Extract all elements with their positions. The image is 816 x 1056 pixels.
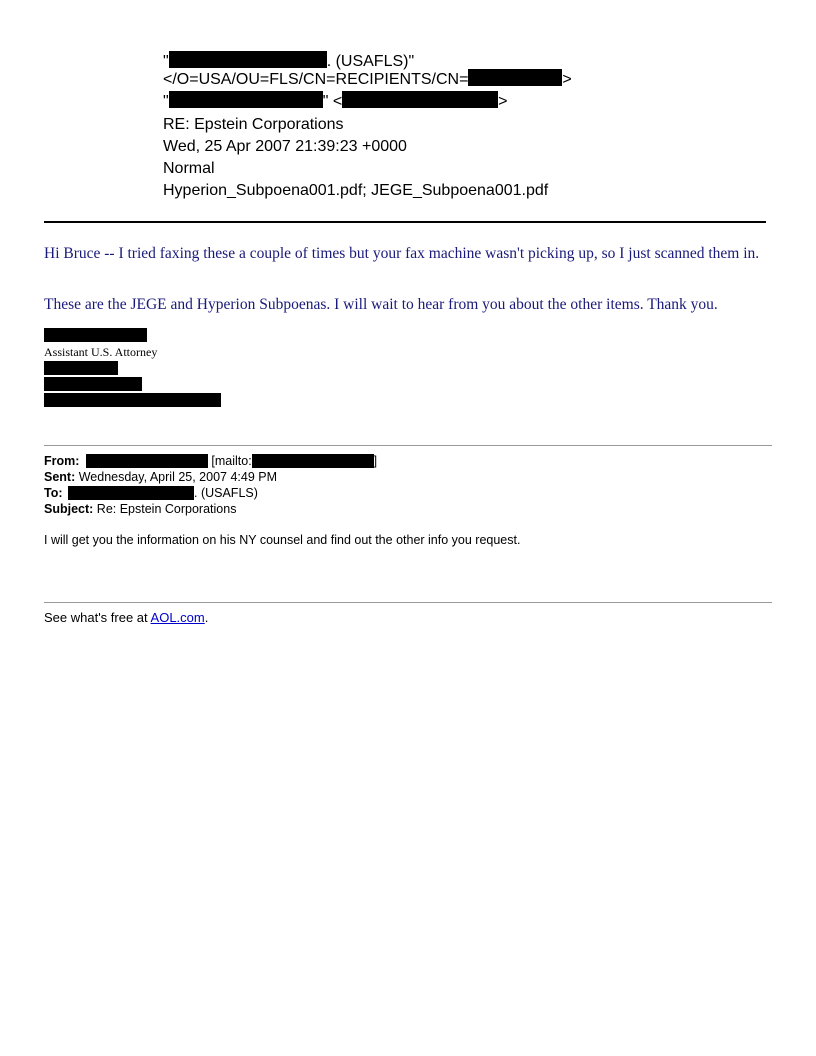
to-prefix: " — [163, 93, 169, 110]
quoted-to-row — [44, 485, 258, 501]
quoted-to-suffix: . (USAFLS) — [194, 486, 258, 500]
signature-name-redaction — [44, 328, 147, 342]
redaction-bar — [468, 69, 562, 86]
signature-redaction — [44, 361, 118, 375]
to-suffix: > — [498, 93, 508, 110]
from-address-prefix: </O=USA/OU=FLS/CN=RECIPIENTS/CN= — [163, 71, 469, 88]
subject-value: RE: Epstein Corporations — [163, 116, 344, 133]
redaction-bar — [169, 51, 327, 68]
signature-redaction — [44, 393, 221, 407]
signature-redaction — [44, 377, 142, 391]
redaction-bar — [169, 91, 323, 108]
quoted-to-label: To: — [44, 486, 63, 500]
redaction-bar — [252, 454, 374, 468]
quoted-sent-label: Sent: — [44, 470, 76, 484]
body-paragraph-2: These are the JEGE and Hyperion Subpoenas. I will wait to hear from you about the other items. Thank you. — [44, 296, 718, 313]
footer-suffix: . — [204, 610, 209, 625]
quoted-from-label: From: — [44, 454, 80, 468]
quoted-subject-row — [44, 501, 236, 517]
quoted-sent-value: Wednesday, April 25, 2007 4:49 PM — [75, 470, 277, 484]
quoted-mailto-prefix: [mailto: — [207, 454, 252, 468]
quoted-subject-value: Re: Epstein Corporations — [93, 502, 237, 516]
from-prefix: " — [163, 53, 169, 70]
quoted-mailto-suffix: ] — [373, 454, 378, 468]
redaction-bar — [86, 454, 208, 468]
from-address — [163, 70, 572, 90]
footer-divider — [44, 602, 772, 603]
attachments-value[interactable]: Hyperion_Subpoena001.pdf; JEGE_Subpoena001.pdf — [163, 182, 549, 199]
redaction-bar — [68, 486, 194, 500]
footer-prefix: See what's free at — [44, 610, 151, 625]
signature-title: Assistant U.S. Attorney — [44, 345, 158, 359]
from-suffix: . (USAFLS)" — [326, 53, 415, 70]
quoted-divider — [44, 445, 772, 446]
aol-link[interactable]: AOL.com — [150, 610, 205, 625]
quoted-body: I will get you the information on his NY counsel and find out the other info you request. — [44, 533, 521, 547]
footer — [44, 610, 208, 626]
from-value — [163, 52, 414, 72]
importance-value: Normal — [163, 160, 215, 177]
to-mid: " < — [322, 93, 343, 110]
to-value — [163, 92, 508, 112]
body-paragraph-1: Hi Bruce -- I tried faxing these a couple of times but your fax machine wasn't picking up, so I just scanned them in. — [44, 245, 760, 262]
redaction-bar — [342, 91, 498, 108]
quoted-sent-row — [44, 469, 277, 485]
header-divider — [44, 221, 766, 223]
quoted-from-row — [44, 453, 377, 469]
date-value: Wed, 25 Apr 2007 21:39:23 +0000 — [163, 138, 407, 155]
quoted-subject-label: Subject: — [44, 502, 94, 516]
from-address-suffix: > — [562, 71, 572, 88]
